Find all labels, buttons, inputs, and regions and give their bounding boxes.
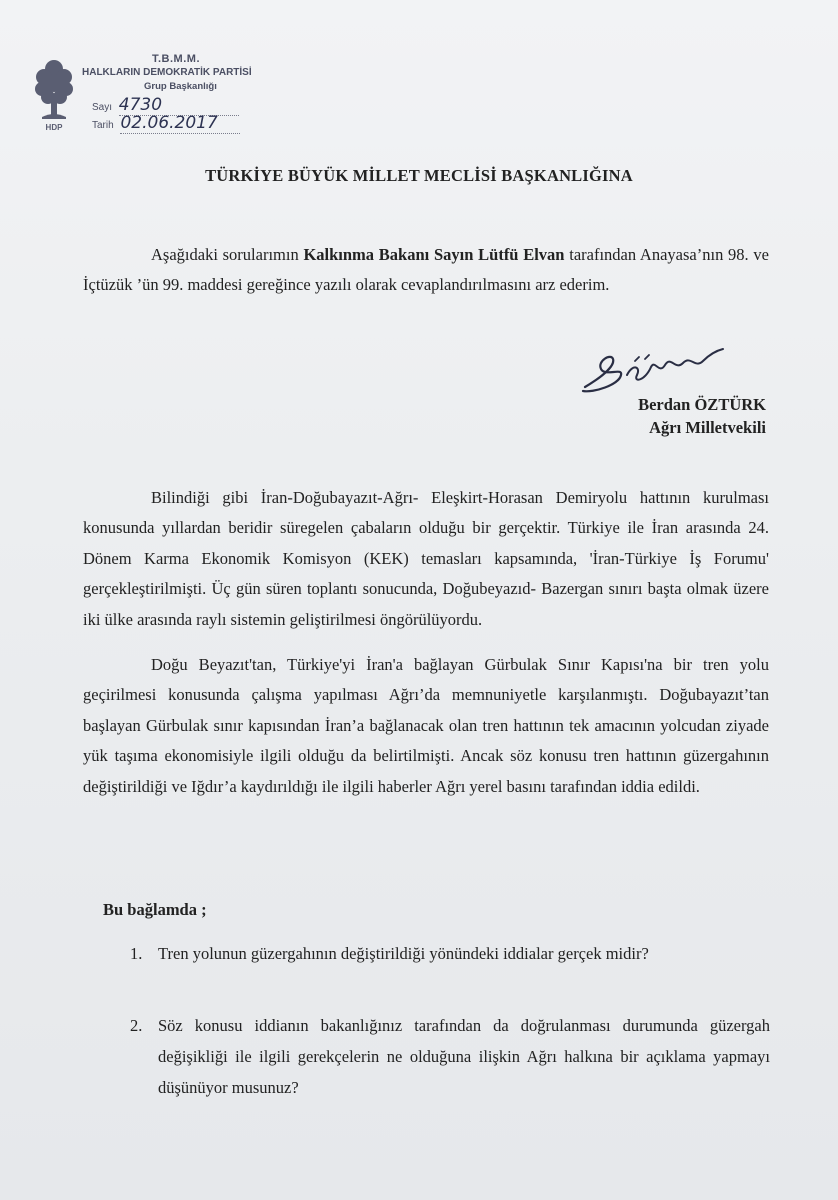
question-number: 2. [130,1016,143,1035]
stamp-tarih-value: 02.06.2017 [120,113,240,134]
intro-text-after: tarafından Anayasa’nın 98. ve İçtüzük ’ün 99. maddesi gereğince yazılı olarak cevaplandırılmasını arz ederim. [83,245,769,295]
intro-minister-name: Kalkınma Bakanı Sayın Lütfü Elvan [303,245,565,264]
signer-role: Ağrı Milletvekili [649,418,766,437]
stamp-line-group: Grup Başkanlığı [144,81,217,92]
hdp-logo-text: HDP [45,123,63,132]
document-title: TÜRKİYE BÜYÜK MİLLET MECLİSİ BAŞKANLIĞINA [205,166,633,185]
hdp-tree-logo-icon [34,55,74,133]
stamp-tarih-label: Tarih [92,120,114,131]
intro-paragraph [83,240,769,301]
question-item [130,938,770,969]
intro-text-before: Aşağıdaki sorularımın [151,245,304,264]
body-paragraph-2 [83,650,769,802]
question-text: Söz konusu iddianın bakanlığınız tarafından da doğrulanması durumunda güzergah değişikliği ile ilgili gerekçelerin ne olduğuna ilişkin Ağrı halkına bir açıklama yapmayı düşünüyor musunuz? [158,1016,770,1097]
questions-heading: Bu bağlamda ; [103,900,207,919]
signer-name: Berdan ÖZTÜRK [638,395,766,414]
body-paragraph-2-text: Doğu Beyazıt'tan, Türkiye'yi İran'a bağlayan Gürbulak Sınır Kapısı'na bir tren yolu geçirilmesi konusunda çalışma yapılması Ağrı’da memnuniyetle karşılanmıştı. Doğubayazıt’tan başlayan Gürbulak sınır kapısından İran’a bağlanacak olan tren hattının tek amacının yolcudan ziyade yük taşıma ekonomisiyle ilgili olduğu da belirtilmişti. Ancak söz konusu tren hattının güzergahının değiştirildiği ve Iğdır’a kaydırıldığı ile ilgili haberler Ağrı yerel basını tarafından iddia edildi. [83,655,769,796]
question-text: Tren yolunun güzergahının değiştirildiği yönündeki iddialar gerçek midir? [158,944,649,963]
stamp-tarih-row [92,113,240,134]
body-paragraph-1 [83,483,769,635]
stamp-line-party: HALKLARIN DEMOKRATİK PARTİSİ [82,67,252,78]
stamp-sayi-label: Sayı [92,102,113,113]
signer-block [638,393,766,439]
stamp-sayi-value: 4730 [119,95,239,116]
question-number: 1. [130,944,143,963]
body-paragraph-1-text: Bilindiği gibi İran-Doğubayazıt-Ağrı- Eleşkirt-Horasan Demiryolu hattının kurulması konusunda yıllardan beridir süregelen çabaların olduğu bir gerçektir. Türkiye ile İran arasında 24. Dönem Karma Ekonomik Komisyon (KEK) temasları kapsamında, 'İran-Türkiye İş Forumu' gerçekleştirilmişti. Üç gün süren toplantı sonucunda, Doğubeyazıd- Bazergan sınırı başta olmak üzere iki ülke arasında raylı sistemin geliştirilmesi öngörülüyordu. [83,488,769,629]
stamp-line-tbmm: T.B.M.M. [152,53,200,65]
official-stamp [34,55,259,135]
question-item [130,1010,770,1103]
